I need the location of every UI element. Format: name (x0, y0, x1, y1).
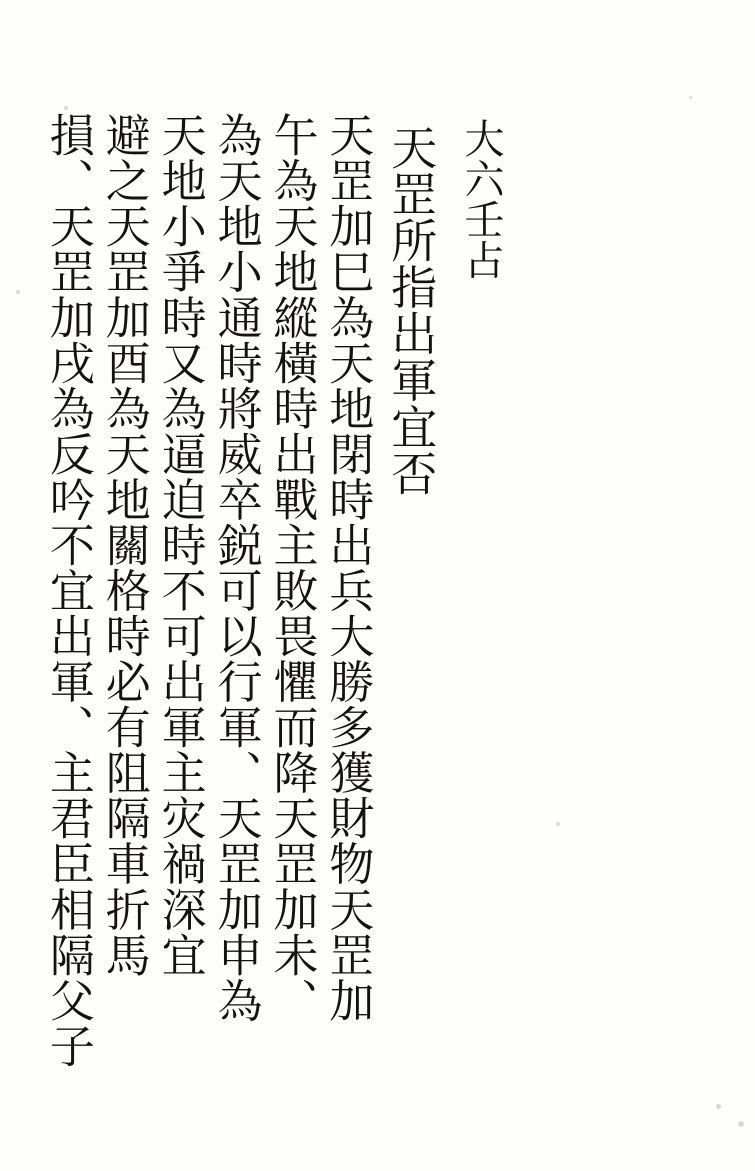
body-column-1: 天罡加巳為天地閉時出兵大勝多獲財物天罡加 (321, 112, 375, 1023)
body-column-5: 避之天罡加酉為天地關格時必有阻隔車折馬 (97, 112, 151, 978)
page-title: 大六壬占 (458, 118, 505, 280)
body-column-6: 損、天罡加戌為反吟不宜出軍、主君臣相隔父子 (41, 112, 95, 1069)
paper-speck (16, 290, 20, 294)
body-column-2: 午為天地縱橫時出戰主敗畏懼而降天罡加未、 (265, 112, 319, 1023)
paper-speck (716, 1104, 721, 1109)
section-heading: 天罡所指出軍宜否 (384, 124, 439, 497)
paper-speck (689, 96, 692, 99)
vertical-text-block (40, 110, 709, 1101)
body-column-3: 為天地小通時將威卒鋭可以行軍、天罡加申為 (209, 112, 263, 1023)
paper-speck (738, 1121, 744, 1127)
body-column-4: 天地小爭時又為逼迫時不可出軍主灾禍深宜 (153, 112, 207, 978)
